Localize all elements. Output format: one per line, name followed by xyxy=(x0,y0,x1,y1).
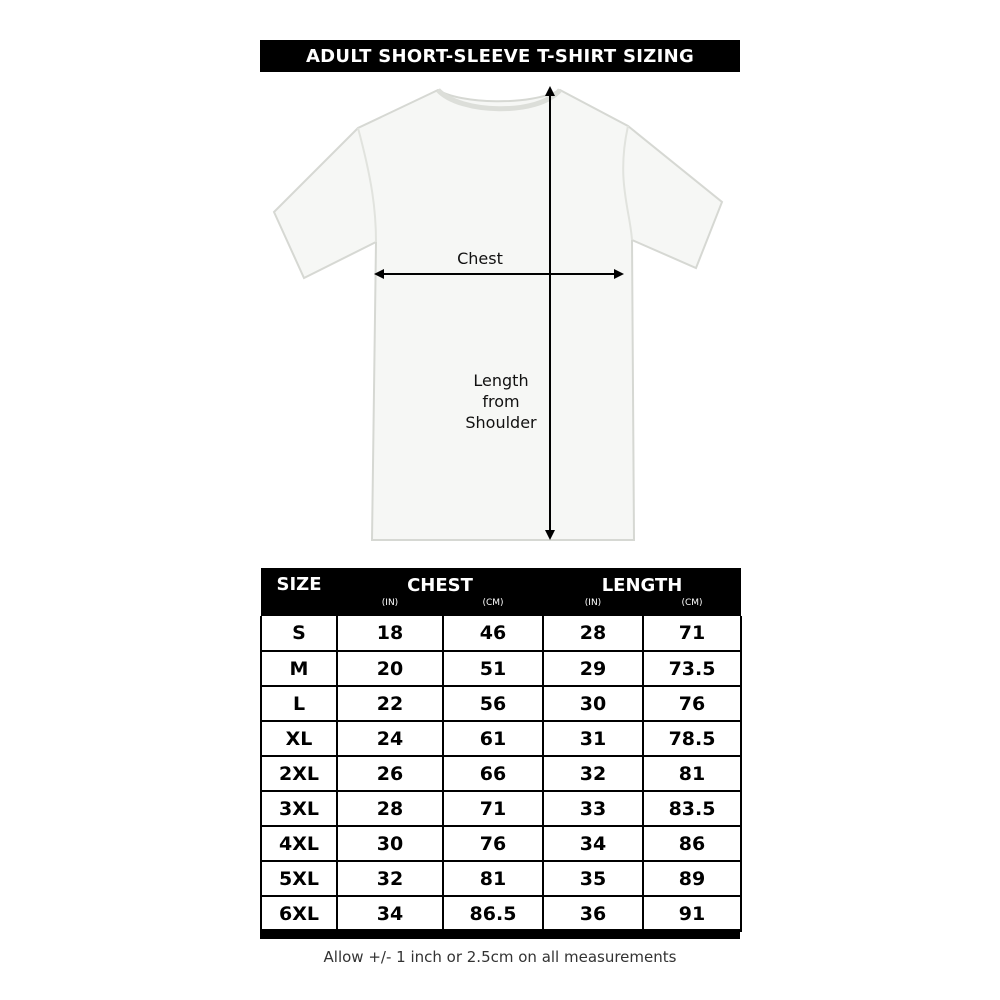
chest-cm-cell: 86.5 xyxy=(443,896,543,931)
table-bottom-bar xyxy=(260,929,740,939)
length-cm-cell: 81 xyxy=(643,756,741,791)
chest-cm-cell: 61 xyxy=(443,721,543,756)
page-title: ADULT SHORT-SLEEVE T-SHIRT SIZING xyxy=(260,40,740,72)
chest-in-cell: 34 xyxy=(337,896,443,931)
chest-in-cell: 24 xyxy=(337,721,443,756)
tshirt-shape xyxy=(274,90,722,540)
table-row xyxy=(261,896,741,931)
length-cm-cell: 71 xyxy=(643,616,741,651)
length-in-cell: 29 xyxy=(543,651,643,686)
length-in-cell: 31 xyxy=(543,721,643,756)
length-cm-cell: 83.5 xyxy=(643,791,741,826)
length-label xyxy=(456,370,546,433)
table-row xyxy=(261,721,741,756)
length-column-header: LENGTH xyxy=(543,568,741,598)
size-cell: XL xyxy=(261,721,337,756)
chest-label: Chest xyxy=(457,249,503,268)
size-cell: 6XL xyxy=(261,896,337,931)
length-cm-cell: 86 xyxy=(643,826,741,861)
length-cm-cell: 73.5 xyxy=(643,651,741,686)
chest-in-subheader: (IN) xyxy=(337,598,443,616)
chest-cm-cell: 56 xyxy=(443,686,543,721)
chest-in-cell: 30 xyxy=(337,826,443,861)
length-in-cell: 34 xyxy=(543,826,643,861)
table-row xyxy=(261,826,741,861)
tshirt-illustration xyxy=(260,80,740,550)
length-label-line: Length xyxy=(473,371,529,390)
chest-cm-cell: 66 xyxy=(443,756,543,791)
size-chart-table xyxy=(260,568,742,932)
size-cell: S xyxy=(261,616,337,651)
chest-cm-cell: 46 xyxy=(443,616,543,651)
size-cell: 2XL xyxy=(261,756,337,791)
size-cell: L xyxy=(261,686,337,721)
size-cell: 5XL xyxy=(261,861,337,896)
chest-cm-cell: 51 xyxy=(443,651,543,686)
chest-in-cell: 26 xyxy=(337,756,443,791)
length-in-cell: 32 xyxy=(543,756,643,791)
length-in-cell: 33 xyxy=(543,791,643,826)
chest-cm-cell: 76 xyxy=(443,826,543,861)
length-cm-cell: 89 xyxy=(643,861,741,896)
size-cell: 4XL xyxy=(261,826,337,861)
length-label-line: Shoulder xyxy=(465,413,537,432)
table-row xyxy=(261,686,741,721)
length-in-cell: 28 xyxy=(543,616,643,651)
chest-cm-cell: 81 xyxy=(443,861,543,896)
length-in-cell: 30 xyxy=(543,686,643,721)
length-in-subheader: (IN) xyxy=(543,598,643,616)
length-cm-cell: 76 xyxy=(643,686,741,721)
chest-in-cell: 28 xyxy=(337,791,443,826)
length-cm-cell: 78.5 xyxy=(643,721,741,756)
length-cm-cell: 91 xyxy=(643,896,741,931)
chest-in-cell: 20 xyxy=(337,651,443,686)
chest-in-cell: 18 xyxy=(337,616,443,651)
table-row xyxy=(261,756,741,791)
chest-in-cell: 32 xyxy=(337,861,443,896)
size-cell: 3XL xyxy=(261,791,337,826)
table-row xyxy=(261,861,741,896)
measurement-note: Allow +/- 1 inch or 2.5cm on all measurements xyxy=(323,948,677,966)
table-row xyxy=(261,616,741,651)
length-cm-subheader: (CM) xyxy=(643,598,741,616)
chest-column-header: CHEST xyxy=(337,568,543,598)
tshirt-diagram xyxy=(260,80,740,550)
length-label-line: from xyxy=(482,392,520,411)
table-row xyxy=(261,651,741,686)
length-in-cell: 35 xyxy=(543,861,643,896)
chest-cm-subheader: (CM) xyxy=(443,598,543,616)
size-cell: M xyxy=(261,651,337,686)
chest-cm-cell: 71 xyxy=(443,791,543,826)
size-column-header: SIZE xyxy=(261,568,337,616)
length-in-cell: 36 xyxy=(543,896,643,931)
table-row xyxy=(261,791,741,826)
chest-in-cell: 22 xyxy=(337,686,443,721)
